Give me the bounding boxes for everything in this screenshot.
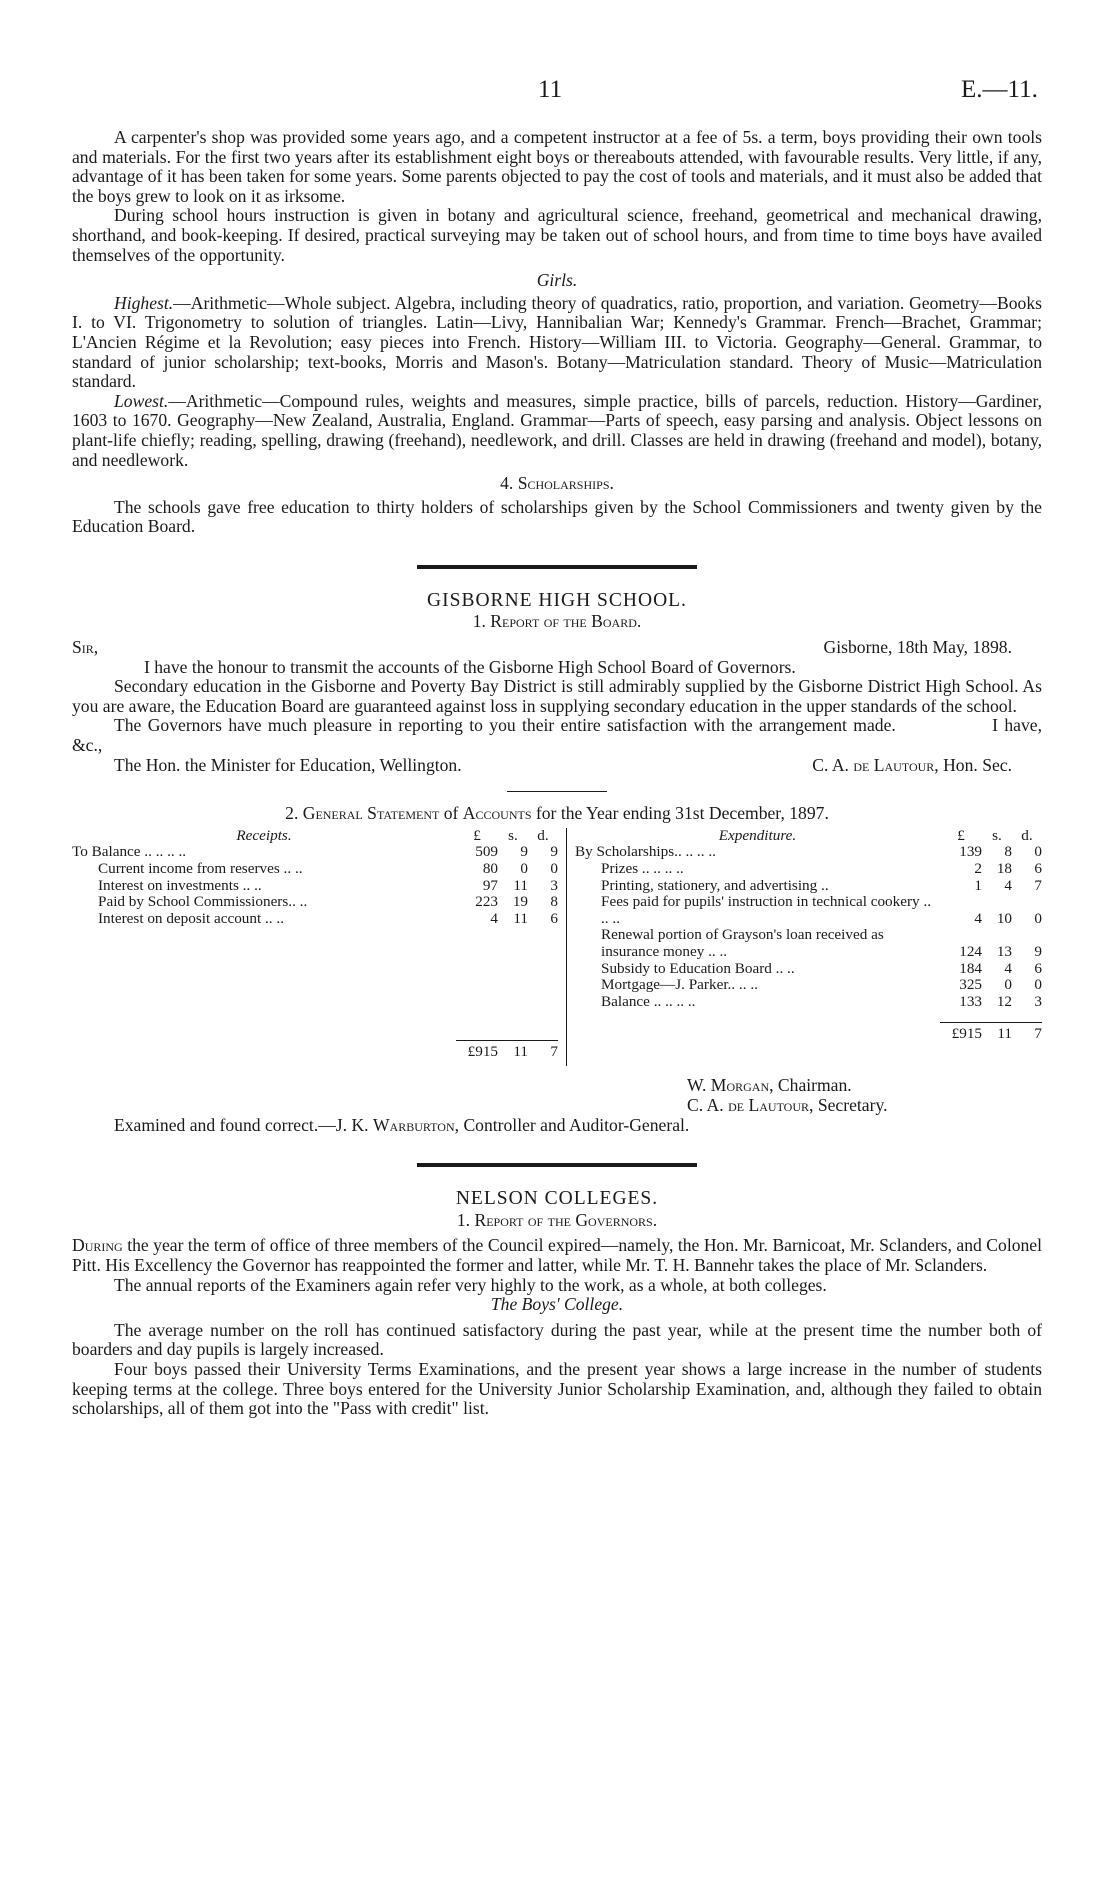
secretary-de: de <box>728 1094 745 1115</box>
auditor-name: Warburton <box>372 1114 455 1135</box>
statement-heading <box>72 804 1042 824</box>
row-shillings: 8 <box>1004 843 1012 861</box>
signatory-title: , Hon. Sec. <box>934 754 1012 775</box>
row-pence: 6 <box>1034 959 1042 977</box>
chairman-signature <box>687 1076 1042 1096</box>
row-shillings: 9 <box>520 843 528 861</box>
receipts-column <box>72 828 567 1067</box>
row-shillings: 4 <box>1004 876 1012 894</box>
table-row <box>72 844 558 861</box>
row-label: Subsidy to Education Board .. .. <box>601 959 795 977</box>
total-shillings: 11 <box>982 1022 1012 1048</box>
page-content <box>72 128 1042 1419</box>
row-label: By Scholarships.. .. .. .. <box>575 843 716 861</box>
nelson-title: NELSON COLLEGES. <box>455 1188 659 1210</box>
row-pence: 6 <box>550 909 558 927</box>
highest-label: Highest. <box>114 292 174 313</box>
row-pence: 7 <box>1034 876 1042 894</box>
salutation: Sir, <box>72 637 99 658</box>
letter-closing: I have, &c., <box>72 715 1043 756</box>
lead-word: During <box>72 1235 123 1256</box>
row-pounds: 2 <box>974 860 982 877</box>
receipts-total-row <box>72 1040 558 1066</box>
row-label: Mortgage—J. Parker.. .. .. <box>601 976 758 994</box>
row-label: Renewal portion of Grayson's loan received as insurance money .. .. <box>601 926 884 960</box>
total-shillings: 11 <box>498 1040 528 1066</box>
auditor-title: , Controller and Auditor-General. <box>454 1114 690 1135</box>
row-label: Prizes .. .. .. .. <box>601 860 684 877</box>
pounds-column-head: £ <box>957 826 965 844</box>
receipts-table <box>72 828 558 1067</box>
row-label: Paid by School Commissioners.. .. <box>98 893 308 911</box>
row-label: Current income from reserves .. .. <box>98 860 303 877</box>
letter-paragraph-3 <box>72 716 1042 755</box>
row-pence: 9 <box>550 843 558 861</box>
row-pounds: 139 <box>959 843 982 861</box>
expenditure-total-row <box>575 1022 1042 1048</box>
letter-paragraph-1: I have the honour to transmit the accounts of the Gisborne High School Board of Governors. <box>144 656 796 677</box>
scholarships-paragraph: The schools gave free education to thirty holders of scholarships given by the School Commissioners and twenty given by the Education Board. <box>72 496 1042 537</box>
nelson-paragraph-1-text: the year the term of office of three members of the Council expired—namely, the Hon. Mr. Barnicoat, Mr. Sclanders, and Colonel Pitt. His Excellency the Governor has reappointed the former and latter, while Mr. T. H. Bannehr takes the place of Mr. Sclanders. <box>72 1235 1042 1275</box>
letter-date: Gisborne, 18th May, 1898. <box>823 637 1012 658</box>
lowest-label: Lowest. <box>114 390 169 411</box>
lowest-paragraph <box>72 392 1042 470</box>
expenditure-header-row <box>575 828 1042 845</box>
table-row <box>575 994 1042 1011</box>
statement-heading-of: of <box>443 803 459 824</box>
row-shillings: 18 <box>996 860 1012 877</box>
statement-heading-part1: 2. General Statement <box>285 803 440 824</box>
highest-paragraph <box>72 294 1042 392</box>
chairman-title: , Chairman. <box>769 1075 852 1096</box>
nelson-paragraph-1 <box>72 1236 1042 1275</box>
receipts-heading: Receipts. <box>236 826 292 844</box>
nelson-paragraph-2: The annual reports of the Examiners again refer very highly to the work, as a whole, at both colleges. <box>114 1274 827 1295</box>
letter-paragraph-2: Secondary education in the Gisborne and Poverty Bay District is still admirably supplied by the Gisborne District High School. As you are aware, the Education Board are guaranteed against loss in supplying secondary education in the upper standards of the school. <box>72 676 1042 716</box>
row-pounds: 97 <box>482 876 498 894</box>
table-row <box>575 961 1042 978</box>
row-pence: 9 <box>1034 942 1042 960</box>
row-pounds: 4 <box>490 909 498 927</box>
row-label: Interest on investments .. .. <box>98 876 262 894</box>
chairman-initial: W. <box>687 1075 707 1096</box>
table-row <box>575 878 1042 895</box>
row-label: Interest on deposit account .. .. <box>98 909 284 927</box>
document-code: E.—11. <box>961 76 1038 103</box>
pence-column-head: d. <box>1021 826 1033 844</box>
secretary-signature <box>687 1096 1042 1116</box>
page-number: 11 <box>538 76 563 103</box>
total-pounds: £915 <box>940 1022 982 1048</box>
letter-paragraph-3-text: The Governors have much pleasure in reporting to you their entire satisfaction with the arrangement made. <box>114 715 896 736</box>
row-label: To Balance .. .. .. .. <box>72 843 187 861</box>
row-pence: 8 <box>550 893 558 911</box>
row-pounds: 223 <box>475 893 498 911</box>
expenditure-column <box>567 828 1042 1067</box>
row-label: Balance .. .. .. .. <box>601 992 696 1010</box>
row-pounds: 1 <box>974 876 982 894</box>
row-pence: 6 <box>1034 860 1042 877</box>
signatory-name: Lautour <box>873 754 935 775</box>
row-pounds: 4 <box>974 909 982 927</box>
row-pounds: 80 <box>482 860 498 877</box>
row-label: Fees paid for pupils' instruction in technical cookery .. .. .. <box>601 893 932 927</box>
row-shillings: 19 <box>512 893 528 911</box>
row-label: Printing, stationery, and advertising .. <box>601 876 829 894</box>
table-row <box>72 861 558 878</box>
spacer-row <box>72 927 558 1040</box>
row-shillings: 12 <box>996 992 1012 1010</box>
row-pence: 3 <box>1034 992 1042 1010</box>
row-pence: 0 <box>1034 843 1042 861</box>
secretary-initials: C. A. <box>687 1094 724 1115</box>
spacer-row <box>575 1010 1042 1022</box>
statement-heading-accounts: Accounts <box>462 803 532 824</box>
pounds-column-head: £ <box>473 826 481 844</box>
nelson-subtitle: 1. Report of the Governors. <box>456 1209 658 1230</box>
row-shillings: 13 <box>996 942 1012 960</box>
expenditure-table <box>575 828 1042 1049</box>
chairman-name: Morgan <box>710 1075 770 1096</box>
row-shillings: 0 <box>1004 976 1012 994</box>
gisborne-subtitle: 1. Report of the Board. <box>472 611 642 632</box>
secretary-title: , Secretary. <box>809 1094 888 1115</box>
row-shillings: 0 <box>520 860 528 877</box>
row-shillings: 4 <box>1004 959 1012 977</box>
gisborne-title: GISBORNE HIGH SCHOOL. <box>427 589 687 611</box>
receipts-header-row <box>72 828 558 845</box>
table-row <box>575 977 1042 994</box>
row-pounds: 325 <box>959 976 982 994</box>
statement-heading-rest: for the Year ending 31st December, 1897. <box>535 803 829 824</box>
carpenter-paragraph: A carpenter's shop was provided some years ago, and a competent instructor at a fee of 5s. a term, boys providing their own tools and materials. For the first two years after its establishment eight boys or thereabouts attended, with favourable results. Very little, if any, advantage of it has been taken for some years. Some parents objected to pay the cost of tools and materials, and it must also be added that the boys grew to look on it as irksome. <box>72 127 1042 206</box>
nelson-paragraph-3: The average number on the roll has continued satisfactory during the past year, while at the present time the number both of boarders and day pupils is largely increased. <box>72 1319 1042 1360</box>
row-shillings: 10 <box>996 909 1012 927</box>
total-pounds: £915 <box>456 1040 498 1066</box>
row-pence: 3 <box>550 876 558 894</box>
school-hours-paragraph: During school hours instruction is given in botany and agricultural science, freehand, geometrical and mechanical drawing, shorthand, and book-keeping. If desired, practical surveying may be taken out of school hours, and from time to time boys have availed themselves of the opportunity. <box>72 205 1042 265</box>
boys-college-heading: The Boys' College. <box>490 1294 624 1315</box>
pence-column-head: d. <box>537 826 549 844</box>
table-row <box>575 927 1042 960</box>
expenditure-heading: Expenditure. <box>718 826 797 844</box>
table-row <box>575 894 1042 927</box>
auditor-pre: Examined and found correct.—J. K. <box>114 1114 369 1135</box>
table-row <box>575 844 1042 861</box>
signatory-de: de <box>853 754 870 775</box>
shillings-column-head: s. <box>508 826 518 844</box>
letter-signatory <box>812 756 1012 776</box>
row-shillings: 11 <box>513 876 528 894</box>
row-pounds: 509 <box>475 843 498 861</box>
table-row <box>575 861 1042 878</box>
row-pounds: 184 <box>959 959 982 977</box>
letter-header <box>72 638 1042 658</box>
nelson-paragraph-4: Four boys passed their University Terms Examinations, and the present year shows a large increase in the number of students keeping terms at the college. Three boys entered for the University Junior Scholarship Examination, and, although they failed to obtain scholarships, all of them got into the "Pass with credit" list. <box>72 1358 1042 1419</box>
table-row <box>72 911 558 928</box>
letter-signoff <box>72 756 1042 776</box>
total-pence: 7 <box>528 1040 558 1066</box>
row-pence: 0 <box>1034 976 1042 994</box>
auditor-statement <box>72 1116 1042 1136</box>
table-row <box>72 894 558 911</box>
shillings-column-head: s. <box>992 826 1002 844</box>
row-pounds: 133 <box>959 992 982 1010</box>
signatory-initials: C. A. <box>812 754 849 775</box>
table-row <box>72 878 558 895</box>
row-pounds: 124 <box>959 942 982 960</box>
scholarships-heading: 4. Scholarships. <box>500 473 614 494</box>
row-pence: 0 <box>1034 909 1042 927</box>
total-pence: 7 <box>1012 1022 1042 1048</box>
secretary-name: Lautour <box>748 1094 810 1115</box>
accounts-statement <box>72 828 1042 1067</box>
row-shillings: 11 <box>513 909 528 927</box>
highest-text: —Arithmetic—Whole subject. Algebra, including theory of quadratics, ratio, proportion, and variation. Geometry—Books I. to VI. Trigonometry to solution of triangles. Latin—Livy, Hannibalian War; Kennedy's Grammar. French—Brachet, Grammar; L'Ancien Régime et la Revolution; easy pieces into French. History—William III. to Victoria. Geography—General. Grammar, to standard of junior scholarship; text-books, Morris and Mason's. Botany—Matriculation standard. Theory of Music—Matriculation standard. <box>72 292 1042 392</box>
girls-heading: Girls. <box>536 270 578 291</box>
lowest-text: —Arithmetic—Compound rules, weights and measures, simple practice, bills of parcels, reduction. History—Gardiner, 1603 to 1670. Geography—New Zealand, Australia, England. Grammar—Parts of speech, easy parsing and analysis. Object lessons on plant-life chiefly; reading, spelling, drawing (freehand), needlework, and drill. Classes are held in drawing (freehand and model), botany, and needlework. <box>72 390 1042 470</box>
row-pence: 0 <box>550 860 558 877</box>
addressee: The Hon. the Minister for Education, Wellington. <box>114 754 462 775</box>
